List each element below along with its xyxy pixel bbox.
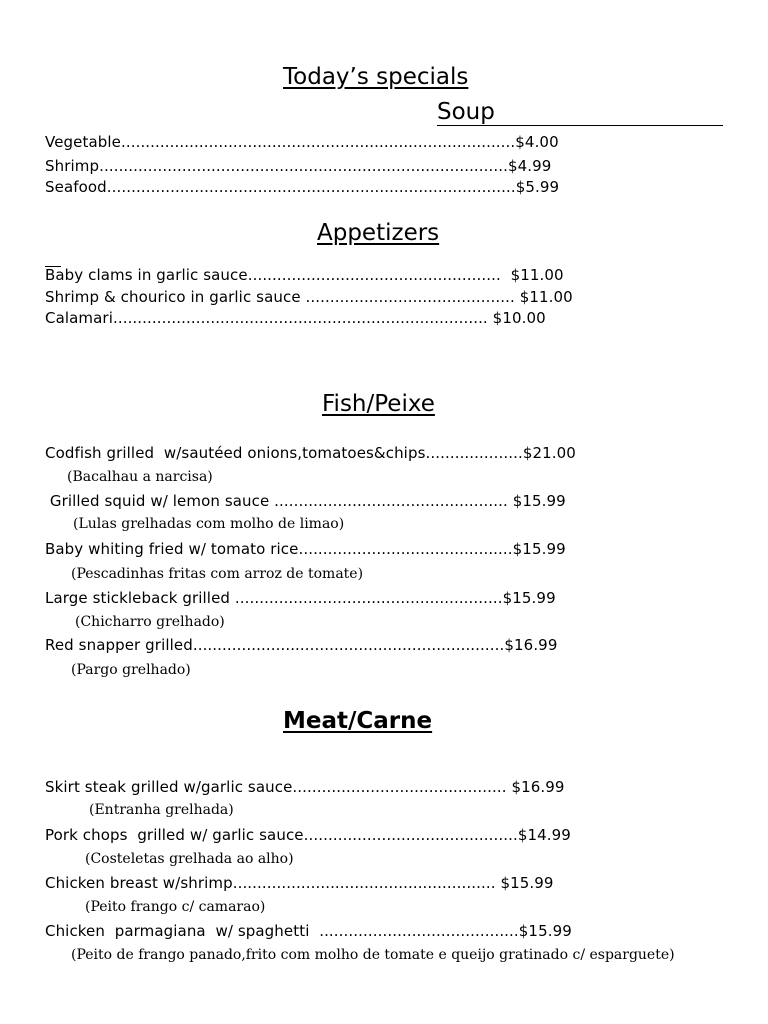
soup-item-shrimp: Shrimp....................................................................................$4.99 [45, 157, 552, 175]
appetizer-item-calamari: Calamari............................................................................. $10.00 [45, 309, 546, 327]
soup-heading-underline [437, 125, 723, 126]
meat-item-pork-chops: Pork chops grilled w/ garlic sauce............................................$14.99 [45, 826, 571, 844]
meat-item-skirt-steak-translation: (Entranha grelhada) [89, 802, 234, 818]
appetizer-item-baby-clams: Baby clams in garlic sauce.................................................... $11.00 [45, 266, 564, 284]
fish-item-red-snapper: Red snapper grilled................................................................$16.99 [45, 636, 558, 654]
soup-heading: Soup [437, 99, 495, 125]
meat-item-chicken-breast: Chicken breast w/shrimp...................................................... $15.99 [45, 874, 554, 892]
appetizers-heading: Appetizers [317, 220, 440, 246]
meat-item-skirt-steak: Skirt steak grilled w/garlic sauce............................................ $16.99 [45, 778, 565, 796]
fish-item-squid: Grilled squid w/ lemon sauce ................................................ $15.99 [45, 492, 566, 510]
fish-item-whiting-translation: (Pescadinhas fritas com arroz de tomate) [71, 566, 364, 582]
meat-item-pork-chops-translation: (Costeletas grelhada ao alho) [85, 851, 294, 867]
fish-item-stickleback-translation: (Chicharro grelhado) [75, 614, 225, 630]
page-title: Today’s specials [283, 64, 469, 90]
fish-item-whiting: Baby whiting fried w/ tomato rice............................................$15.99 [45, 540, 566, 558]
meat-heading: Meat/Carne [283, 708, 433, 734]
meat-item-chicken-breast-translation: (Peito frango c/ camarao) [85, 899, 266, 915]
fish-heading: Fish/Peixe [322, 391, 435, 417]
fish-item-squid-translation: (Lulas grelhadas com molho de limao) [73, 516, 345, 532]
soup-item-seafood: Seafood....................................................................................$5.99 [45, 178, 560, 196]
meat-item-chicken-parmagiana-translation: (Peito de frango panado,frito com molho de tomate e queijo gratinado c/ esparguete) [71, 947, 675, 963]
meat-item-chicken-parmagiana: Chicken parmagiana w/ spaghetti .........................................$15.99 [45, 922, 572, 940]
fish-item-codfish: Codfish grilled w/sautéed onions,tomatoes&chips....................$21.00 [45, 444, 576, 462]
fish-item-red-snapper-translation: (Pargo grelhado) [71, 662, 191, 678]
fish-item-stickleback: Large stickleback grilled .......................................................$15.99 [45, 589, 556, 607]
fish-item-codfish-translation: (Bacalhau a narcisa) [67, 469, 213, 485]
soup-item-vegetable: Vegetable.................................................................................$4.00 [45, 133, 559, 151]
appetizer-item-shrimp-chourico: Shrimp & chourico in garlic sauce ........................................... $11.00 [45, 288, 573, 306]
